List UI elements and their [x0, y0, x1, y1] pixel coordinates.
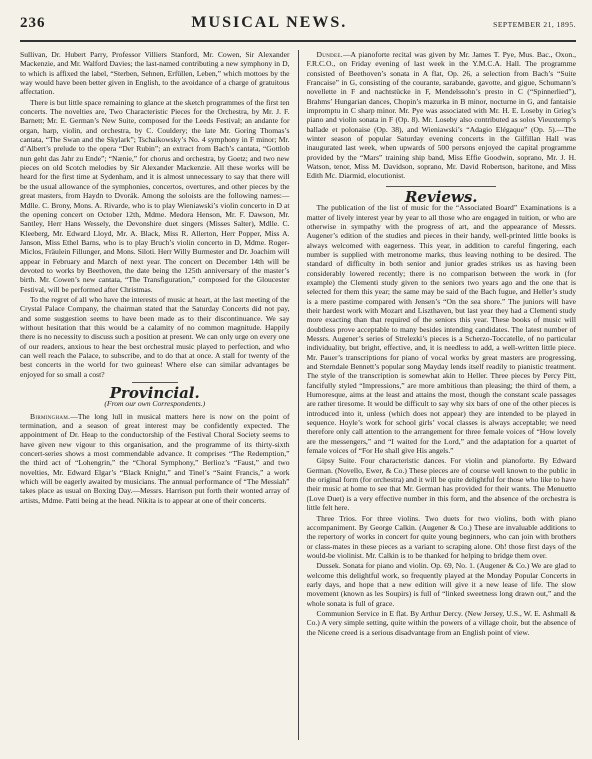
town-label-birmingham: Birmingham. [30, 411, 71, 421]
provincial-text: —The long lull in musical matters here is now on the point of termination, and a season of great interest may be confidently expected. The appointment of Dr. Heap to the conductorship of the Festival Choral Society seems to have given new vigour to this organisation, and the programme of its thirty-sixth concert-series shows a most commendable advance. It comprises “The Redemption,” the third act of “Lohengrin,” the “Choral Symphony,” Berlioz’s “Faust,” and two novelties, Mr. Edward Elgar’s “Black Knight,” and Tinel’s “Saint Francis,” a work which will be eagerly awaited by musicians. The annual performance of “The Messiah” takes place as usual on Boxing Day.—Messrs. Harrison put forth their wonted array of artists, Mdme. Patti being at the head. Nikita is to appear at one of their concerts. [20, 411, 290, 505]
section-divider [386, 186, 496, 187]
right-column [307, 50, 577, 740]
column-rule [298, 50, 299, 740]
text-columns [20, 50, 576, 740]
page-header [20, 14, 576, 42]
reviews-heading: Reviews. [404, 187, 478, 206]
dundee-paragraph [307, 50, 577, 181]
newspaper-page [20, 14, 576, 749]
publication-title: MUSICAL NEWS. [191, 14, 348, 31]
provincial-heading: Provincial. [109, 384, 200, 403]
left-column [20, 50, 290, 740]
provincial-paragraph [20, 412, 290, 505]
review-paragraph: Three Trios. For three violins. Two duets for two violins, both with piano accompaniment. By George Calkin. (Augener & Co.) These are invaluable additions to the repertory of works in concert for quite young beginners, who can join with brothers or class-mates in these pieces as a variant to scraping alone. Oh! those first days of the would-be violinist. Mr. Calkin is to be thanked for helping to bridge them over. [306, 513, 576, 560]
provincial-subheading: (From our own Correspondents.) [104, 399, 206, 409]
town-label-dundee: Dundee. [316, 50, 343, 59]
article-paragraph: There is but little space remaining to glance at the sketch programmes of the first ten concerts. The novelties are, Two Characteristic Pieces for the Orchestra, by Mr. J. F. Barnett; Mr. E. German’s New Suite, composed for the Leeds Festival; an andante for organ, harp, violin, and orchestra, by C. Couldery; the late Mr. Goring Thomas’s cantata, “The Swan and the Skylark”; Tschaikowsky’s No. 4 symphony in F minor; Mr. d’Albert’s prelude to the opera “Der Rubin”; an extract from Bach’s cantata, “Gottlob nun geht das Jahr zu Ende”; “Nænie,” for chorus and orchestra, by Goetz; and two new pieces on old Scotch melodies by Sir Alexander Mackenzie. All these works will be heard for the first time at Sydenham, and it is almost unnecessary to say that there will be the usual allowance of the symphonies, concertos, overtures, and other pieces by the great masters, from Haydn to Dvorák. Among the soloists are the following names:—Mdlle. C. Brony, Mons. A. Rivarde, who is to play Wieniawski’s violin concerto in D at the opening concert on October 12th, Mdme. Medora Henson, Mr. F. Dawson, Mr. Santley, Herr Hans Wessely, the Devonshire duet singers (Misses Salter), Mdlle. C. Kleeberg, Mr. Edward Lloyd, Mr. A. Black, Miss R. Allerton, Herr Popper, Miss A. Janson, Miss Ethel Barns, who is to play Bruch’s violin concerto in D, Mdme. Roger-Miclos, Fräulein Fillunger, and Mons. Siloti. Herr Willy Burmester and Dr. Joachim will appear in February and March of next year. The concert on December 14th will be devoted to works by Beethoven, the date being the 125th anniversary of the master’s birth. Mr. Cowen’s new cantata, “The Transfiguration,” composed for the Gloucester Festival, will be performed after Christmas. [20, 97, 290, 294]
issue-date: SEPTEMBER 21, 1895. [493, 20, 576, 29]
page-number: 236 [20, 15, 46, 31]
review-paragraph: Communion Service in E flat. By Arthur Dercy. (New Jersey, U.S., W. E. Ashmall & Co.) A very simple setting, quite within the powers of a village choir, but the absence of the Nicene creed is a serious disadvantage from an English point of view. [306, 608, 576, 637]
review-paragraph: Dussek. Sonata for piano and violin. Op. 69, No. 1. (Augener & Co.) We are glad to welcome this delightful work, so frequently played at the Monday Popular Concerts in early days, and hope that a new edition will give it a new lease of life. The slow movement (known as les Soupirs) is full of “linked sweetness long drawn out,” and the whole sonata is full of grace. [306, 561, 576, 608]
review-paragraph: The publication of the list of music for the “Associated Board” Examinations is a matter of lively interest year by year to all those who are engaged in tuition, or who are otherwise in sympathy with the progress of art, and the appearance of Messrs. Augener’s edition of the studies and pieces in their handy, well-printed little books is always welcomed with eagerness. This year, in addition to careful fingering, each number is supplied with metronome marks, thus leaving nothing to be desired. The standard of difficulty in both senior and junior grades strikes us as having been considerably lowered recently; there is no comparison between the work in (for example) the Clementi study given to the seniors two years ago and the one that is selected for them this year; the same may be said of the Bach fugue, and Heller’s study is a mere pastime compared with Jensen’s “On the sea shore.” The juniors will have their hardest work with Mozart and Liszthaven, but last year they had a Clementi study more exacting than that required of the seniors this year. These books of music will doubtless prove acceptable to many besides intending candidates. The latest number of Messrs. Augener’s series of Strelezki’s pieces is a Scherzo-Toccatelle, of no particular individuality, but bright, effective, and, it is needless to add, a well-written little piece. Mr. Pauer’s transcriptions for piano of vocal works by great masters are progressing, and Sterndale Bennett’s popular song Mayday lends itself readily to pianistic treatment. The style of the transcription is somewhat akin to Heller. Three pieces by Percy Pitt, fancifully styled “Impressions,” are more ambitious than pleasing; the third of them, a Humoresque, aims at the least and attains the most, though the constant scale passages are rather tiresome. It would be difficult to say why six bars of one of the other pieces is introduced into it, unless (which does not appear) they are intended to be played in sequence. Hoyle’s work for school girls’ vocal classes is always acceptable; we need therefore only call attention to the arrangement for three female voices of “How lovely are the messengers,” and “I waited for the Lord,” and the adaptation for a quartet of female voices of “For He shall give His angels.” [306, 203, 576, 456]
section-divider [132, 382, 178, 383]
article-paragraph: Sullivan, Dr. Hubert Parry, Professor Villiers Stanford, Mr. Cowen, Sir Alexander Mackenzie, and Mr. Walford Davies; the last-named contributing a new symphony in D, to which is affixed the label, “Sterben, Sehnen, Erfüllen, Leben,” which mottoes by the way would have been better given in English, to the avoidance of a charge of gratuitous affectation. [20, 50, 290, 97]
review-paragraph: Gipsy Suite. Four characteristic dances. For violin and pianoforte. By Edward German. (Novello, Ewer, & Co.) These pieces are of course well known to the public in the original form (for orchestra) and it will be quite delightful for those who like to have their music at home to see that Mr. German has provided for their wants. The Menuetto (Love Duet) is a very effective number in this form, and the absence of the orchestra is little felt here. [306, 456, 576, 513]
article-paragraph: To the regret of all who have the interests of music at heart, at the last meeting of the Crystal Palace Company, the chairman stated that the Saturday Concerts did not pay, and some suggestion seems to have been made as to their discontinuance. We say without hesitation that this would be a calamity of no common magnitude. Happily there is no necessity to discuss such a position at present. We can only urge on every one of our readers, anxious to hear the best orchestral music played to perfection, and who can well reach the Palace, to subscribe, and to do that at once. A stall for twenty of the best concerts in the world for two guineas! Where else can similar advantages be enjoyed for so small a cost? [20, 294, 290, 379]
dundee-text: —A pianoforte recital was given by Mr. James T. Pye, Mus. Bac., Oxon., F.R.C.O., on Friday evening of last week in the Y.M.C.A. Hall. The programme consisted of Beethoven’s sonata in A flat, Op. 26, a selection from Bach’s “Suite Francaise” in G, consisting of the courante, sarabande, gavotte, and gigue, Schumann’s novellette in F and nachtstücke in F, Mendelssohn’s presto in C (“Spinnerlied”), Brahms’ Hungarian dances, Chopin’s mazurka in B minor, nocturne in G, and fantaisie impromptu in C sharp minor. Mr. Pye was associated with Mr. H. E. Loseby in Grieg’s piano and violin sonata in F (Op. 8). Mr. Loseby also contributed as solos Vieuxtemp’s ballade et polonaise (Op. 38), and Wieniawski’s “Adagio Elégaque” (Op. 5).—The winter season of popular Saturday evening concerts in the Gilfillan Hall was inaugurated last week, when upwards of 500 persons enjoyed the capital programme provided by the “Mars” training ship band, Miss Effie Goodwin, soprano, Mr. J. H. Watson, tenor, Miss M. Davidson, soprano, Mr. David Robertson, baritone, and Miss Edith Mc. Diarmid, elocutionist. [306, 50, 576, 181]
